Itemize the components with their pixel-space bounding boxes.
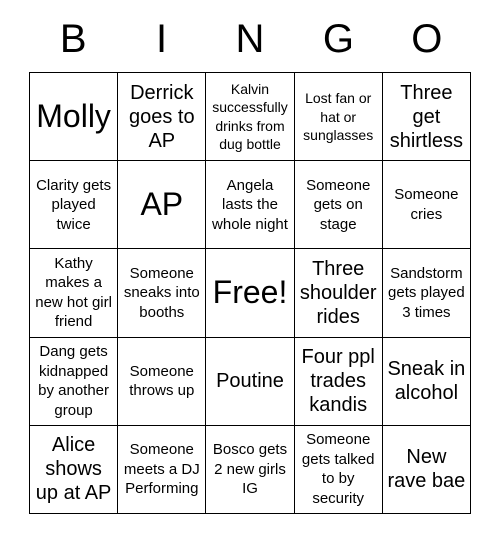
bingo-cell-23[interactable]: Bosco gets 2 new girls IG: [206, 426, 294, 514]
header-letter-n: N: [235, 17, 265, 61]
bingo-cell-18[interactable]: Poutine: [206, 338, 294, 426]
bingo-cell-19[interactable]: Four ppl trades kandis: [295, 338, 383, 426]
bingo-board: [29, 72, 471, 514]
bingo-cell-7[interactable]: AP: [118, 161, 206, 249]
bingo-cell-17[interactable]: Someone throws up: [118, 338, 206, 426]
bingo-cell-1[interactable]: Molly: [30, 73, 118, 161]
bingo-cell-24[interactable]: Someone gets talked to by security: [295, 426, 383, 514]
bingo-cell-free[interactable]: Free!: [206, 249, 294, 337]
header-letter-b: B: [59, 17, 87, 61]
bingo-cell-14[interactable]: Three shoulder rides: [295, 249, 383, 337]
header-letter-i: I: [156, 17, 168, 61]
bingo-cell-4[interactable]: Lost fan or hat or sunglasses: [295, 73, 383, 161]
bingo-cell-16[interactable]: Dang gets kidnapped by another group: [30, 338, 118, 426]
bingo-cell-8[interactable]: Angela lasts the whole night: [206, 161, 294, 249]
bingo-cell-6[interactable]: Clarity gets played twice: [30, 161, 118, 249]
bingo-cell-25[interactable]: New rave bae: [383, 426, 471, 514]
header-letter-o: O: [411, 17, 443, 61]
bingo-cell-12[interactable]: Someone sneaks into booths: [118, 249, 206, 337]
bingo-cell-9[interactable]: Someone gets on stage: [295, 161, 383, 249]
header-letter-g: G: [322, 17, 354, 61]
bingo-cell-11[interactable]: Kathy makes a new hot girl friend: [30, 249, 118, 337]
bingo-cell-15[interactable]: Sandstorm gets played 3 times: [383, 249, 471, 337]
bingo-header: [29, 0, 471, 72]
bingo-cell-21[interactable]: Alice shows up at AP: [30, 426, 118, 514]
bingo-cell-10[interactable]: Someone cries: [383, 161, 471, 249]
bingo-cell-20[interactable]: Sneak in alcohol: [383, 338, 471, 426]
bingo-cell-3[interactable]: Kalvin successfully drinks from dug bottle: [206, 73, 294, 161]
bingo-cell-2[interactable]: Derrick goes to AP: [118, 73, 206, 161]
bingo-cell-22[interactable]: Someone meets a DJ Performing: [118, 426, 206, 514]
bingo-cell-5[interactable]: Three get shirtless: [383, 73, 471, 161]
